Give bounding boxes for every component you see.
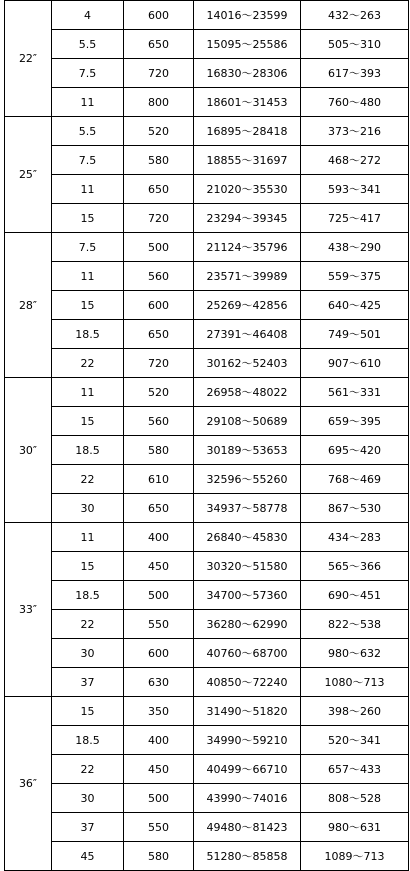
power-cell: 11 xyxy=(52,378,124,407)
power-cell: 37 xyxy=(52,668,124,697)
power-cell: 15 xyxy=(52,291,124,320)
flow-range-cell: 14016～23599 xyxy=(194,1,301,30)
flow-range-cell: 49480～81423 xyxy=(194,813,301,842)
table-row xyxy=(5,117,409,146)
speed-cell: 560 xyxy=(124,407,194,436)
head-range-cell: 657～433 xyxy=(301,755,409,784)
head-range-cell: 1080～713 xyxy=(301,668,409,697)
speed-cell: 450 xyxy=(124,755,194,784)
speed-cell: 650 xyxy=(124,175,194,204)
speed-cell: 650 xyxy=(124,30,194,59)
speed-cell: 580 xyxy=(124,146,194,175)
size-group-label: 33″ xyxy=(5,523,52,697)
spec-table-body xyxy=(5,1,409,871)
flow-range-cell: 16895～28418 xyxy=(194,117,301,146)
head-range-cell: 867～530 xyxy=(301,494,409,523)
flow-range-cell: 25269～42856 xyxy=(194,291,301,320)
speed-cell: 630 xyxy=(124,668,194,697)
flow-range-cell: 21124～35796 xyxy=(194,233,301,262)
power-cell: 45 xyxy=(52,842,124,871)
flow-range-cell: 27391～46408 xyxy=(194,320,301,349)
flow-range-cell: 51280～85858 xyxy=(194,842,301,871)
size-group-label: 22″ xyxy=(5,1,52,117)
table-row xyxy=(5,494,409,523)
table-row xyxy=(5,233,409,262)
head-range-cell: 438～290 xyxy=(301,233,409,262)
spec-table xyxy=(4,0,409,871)
power-cell: 7.5 xyxy=(52,146,124,175)
table-row xyxy=(5,726,409,755)
table-row xyxy=(5,668,409,697)
table-row xyxy=(5,465,409,494)
table-row xyxy=(5,88,409,117)
power-cell: 30 xyxy=(52,494,124,523)
table-row xyxy=(5,146,409,175)
speed-cell: 400 xyxy=(124,726,194,755)
speed-cell: 800 xyxy=(124,88,194,117)
head-range-cell: 640～425 xyxy=(301,291,409,320)
power-cell: 15 xyxy=(52,204,124,233)
speed-cell: 450 xyxy=(124,552,194,581)
table-row xyxy=(5,407,409,436)
speed-cell: 650 xyxy=(124,320,194,349)
size-group-label: 28″ xyxy=(5,233,52,378)
power-cell: 4 xyxy=(52,1,124,30)
power-cell: 15 xyxy=(52,552,124,581)
power-cell: 15 xyxy=(52,407,124,436)
flow-range-cell: 30162～52403 xyxy=(194,349,301,378)
size-group-label: 30″ xyxy=(5,378,52,523)
head-range-cell: 695～420 xyxy=(301,436,409,465)
flow-range-cell: 40760～68700 xyxy=(194,639,301,668)
head-range-cell: 565～366 xyxy=(301,552,409,581)
flow-range-cell: 29108～50689 xyxy=(194,407,301,436)
power-cell: 7.5 xyxy=(52,59,124,88)
speed-cell: 560 xyxy=(124,262,194,291)
power-cell: 11 xyxy=(52,88,124,117)
speed-cell: 350 xyxy=(124,697,194,726)
power-cell: 22 xyxy=(52,755,124,784)
power-cell: 18.5 xyxy=(52,581,124,610)
table-row xyxy=(5,581,409,610)
power-cell: 30 xyxy=(52,784,124,813)
table-row xyxy=(5,378,409,407)
head-range-cell: 659～395 xyxy=(301,407,409,436)
speed-cell: 650 xyxy=(124,494,194,523)
table-row xyxy=(5,1,409,30)
speed-cell: 720 xyxy=(124,59,194,88)
head-range-cell: 593～341 xyxy=(301,175,409,204)
power-cell: 37 xyxy=(52,813,124,842)
table-row xyxy=(5,291,409,320)
power-cell: 7.5 xyxy=(52,233,124,262)
speed-cell: 550 xyxy=(124,610,194,639)
speed-cell: 600 xyxy=(124,1,194,30)
head-range-cell: 398～260 xyxy=(301,697,409,726)
power-cell: 18.5 xyxy=(52,726,124,755)
table-row xyxy=(5,30,409,59)
flow-range-cell: 40499～66710 xyxy=(194,755,301,784)
flow-range-cell: 23571～39989 xyxy=(194,262,301,291)
head-range-cell: 725～417 xyxy=(301,204,409,233)
flow-range-cell: 34937～58778 xyxy=(194,494,301,523)
flow-range-cell: 26840～45830 xyxy=(194,523,301,552)
speed-cell: 720 xyxy=(124,204,194,233)
power-cell: 5.5 xyxy=(52,117,124,146)
flow-range-cell: 30189～53653 xyxy=(194,436,301,465)
flow-range-cell: 18601～31453 xyxy=(194,88,301,117)
table-row xyxy=(5,436,409,465)
flow-range-cell: 21020～35530 xyxy=(194,175,301,204)
table-row xyxy=(5,523,409,552)
size-group-label: 25″ xyxy=(5,117,52,233)
flow-range-cell: 26958～48022 xyxy=(194,378,301,407)
table-row xyxy=(5,204,409,233)
power-cell: 22 xyxy=(52,610,124,639)
head-range-cell: 749～501 xyxy=(301,320,409,349)
speed-cell: 610 xyxy=(124,465,194,494)
speed-cell: 520 xyxy=(124,378,194,407)
head-range-cell: 822～538 xyxy=(301,610,409,639)
speed-cell: 400 xyxy=(124,523,194,552)
head-range-cell: 468～272 xyxy=(301,146,409,175)
head-range-cell: 373～216 xyxy=(301,117,409,146)
head-range-cell: 561～331 xyxy=(301,378,409,407)
flow-range-cell: 30320～51580 xyxy=(194,552,301,581)
speed-cell: 500 xyxy=(124,233,194,262)
head-range-cell: 434～283 xyxy=(301,523,409,552)
head-range-cell: 432～263 xyxy=(301,1,409,30)
flow-range-cell: 34700～57360 xyxy=(194,581,301,610)
speed-cell: 500 xyxy=(124,784,194,813)
head-range-cell: 980～631 xyxy=(301,813,409,842)
flow-range-cell: 23294～39345 xyxy=(194,204,301,233)
speed-cell: 520 xyxy=(124,117,194,146)
head-range-cell: 760～480 xyxy=(301,88,409,117)
flow-range-cell: 36280～62990 xyxy=(194,610,301,639)
speed-cell: 580 xyxy=(124,842,194,871)
table-row xyxy=(5,175,409,204)
power-cell: 11 xyxy=(52,175,124,204)
head-range-cell: 980～632 xyxy=(301,639,409,668)
table-row xyxy=(5,320,409,349)
table-row xyxy=(5,639,409,668)
head-range-cell: 808～528 xyxy=(301,784,409,813)
power-cell: 22 xyxy=(52,349,124,378)
power-cell: 11 xyxy=(52,262,124,291)
table-row xyxy=(5,842,409,871)
flow-range-cell: 31490～51820 xyxy=(194,697,301,726)
table-row xyxy=(5,610,409,639)
head-range-cell: 907～610 xyxy=(301,349,409,378)
flow-range-cell: 40850～72240 xyxy=(194,668,301,697)
power-cell: 15 xyxy=(52,697,124,726)
size-group-label: 36″ xyxy=(5,697,52,871)
head-range-cell: 768～469 xyxy=(301,465,409,494)
flow-range-cell: 16830～28306 xyxy=(194,59,301,88)
flow-range-cell: 18855～31697 xyxy=(194,146,301,175)
power-cell: 11 xyxy=(52,523,124,552)
head-range-cell: 505～310 xyxy=(301,30,409,59)
speed-cell: 580 xyxy=(124,436,194,465)
speed-cell: 550 xyxy=(124,813,194,842)
speed-cell: 600 xyxy=(124,291,194,320)
speed-cell: 720 xyxy=(124,349,194,378)
power-cell: 18.5 xyxy=(52,320,124,349)
head-range-cell: 559～375 xyxy=(301,262,409,291)
flow-range-cell: 32596～55260 xyxy=(194,465,301,494)
head-range-cell: 690～451 xyxy=(301,581,409,610)
flow-range-cell: 43990～74016 xyxy=(194,784,301,813)
table-row xyxy=(5,349,409,378)
speed-cell: 600 xyxy=(124,639,194,668)
table-row xyxy=(5,697,409,726)
table-row xyxy=(5,552,409,581)
flow-range-cell: 15095～25586 xyxy=(194,30,301,59)
flow-range-cell: 34990～59210 xyxy=(194,726,301,755)
head-range-cell: 1089～713 xyxy=(301,842,409,871)
power-cell: 30 xyxy=(52,639,124,668)
table-row xyxy=(5,755,409,784)
power-cell: 18.5 xyxy=(52,436,124,465)
table-row xyxy=(5,59,409,88)
head-range-cell: 617～393 xyxy=(301,59,409,88)
speed-cell: 500 xyxy=(124,581,194,610)
table-row xyxy=(5,813,409,842)
table-row xyxy=(5,262,409,291)
table-row xyxy=(5,784,409,813)
power-cell: 22 xyxy=(52,465,124,494)
power-cell: 5.5 xyxy=(52,30,124,59)
head-range-cell: 520～341 xyxy=(301,726,409,755)
